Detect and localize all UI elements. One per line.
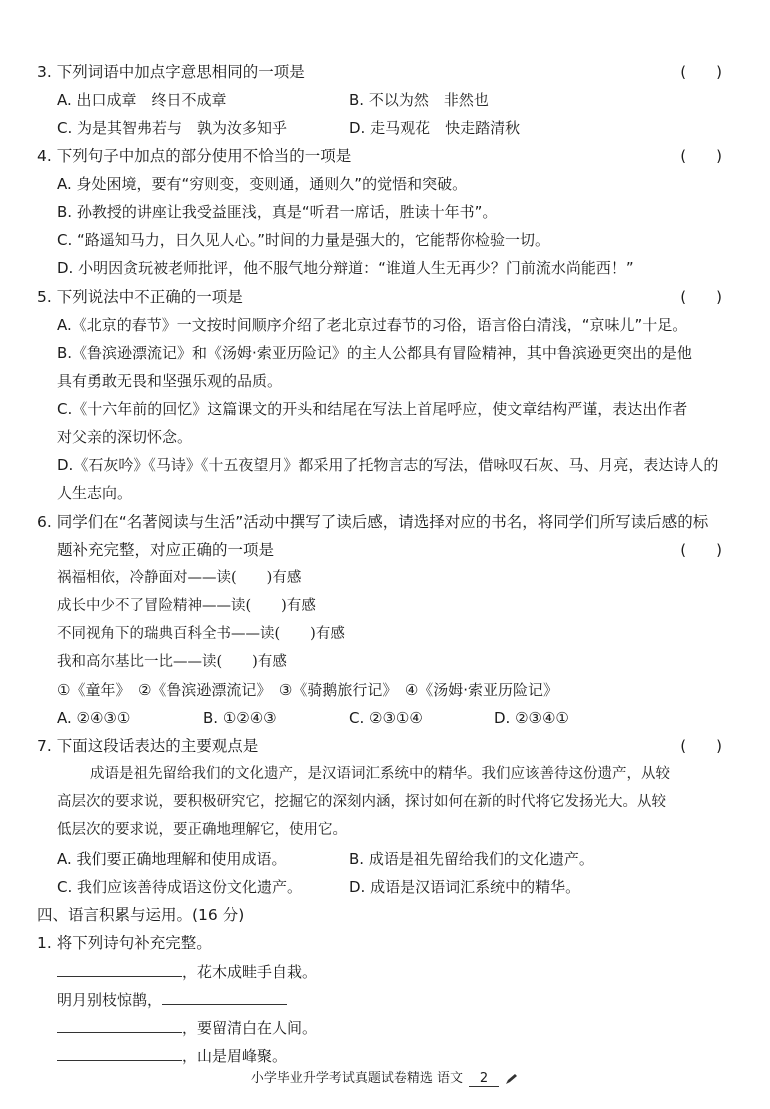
page-footer <box>0 1067 770 1087</box>
poem-line-3-text: ，要留清白在人间。 <box>182 1019 318 1037</box>
q5-option-d-line1: D.《石灰吟》《马诗》《十五夜望月》都采用了托物言志的写法，借咏叹石灰、马、月亮，表达诗人的 <box>57 456 719 474</box>
q6-title-4-suffix: )有感 <box>252 654 287 670</box>
q7-option-b: B. 成语是祖先留给我们的文化遗产。 <box>349 850 594 868</box>
q3-stem: 3. 下列词语中加点字意思相同的一项是 <box>37 63 305 81</box>
q5-stem: 5. 下列说法中不正确的一项是 <box>37 288 243 306</box>
q6-title-3-suffix: )有感 <box>310 626 345 642</box>
q3-option-a: A. 出口成章 终日不成章 <box>57 91 227 109</box>
q6-title-1-suffix: )有感 <box>266 570 302 586</box>
q7-passage-line2: 高层次的要求说，要积极研究它，挖掘它的深刻内涵，探讨如何在新的时代将它发扬光大。从较 <box>57 794 666 810</box>
q3-option-d: D. 走马观花 快走踏清秋 <box>349 119 521 137</box>
q4-answer-paren[interactable]: ( ) <box>680 147 722 165</box>
q6-answer-paren[interactable]: ( ) <box>680 541 722 559</box>
q6-title-2-text: 成长中少不了冒险精神——读( <box>57 598 252 614</box>
q7-answer-paren[interactable]: ( ) <box>680 737 722 755</box>
q4-option-d: D. 小明因贪玩被老师批评，他不服气地分辩道：“谁道人生无再少？门前流水尚能西！” <box>57 259 634 277</box>
q4-option-c: C. “路遥知马力，日久见人心。”时间的力量是强大的，它能帮你检验一切。 <box>57 231 551 249</box>
poem-line-4 <box>57 1045 287 1066</box>
q6-title-4-text: 我和高尔基比一比——读( <box>57 654 223 670</box>
poem-blank-1[interactable] <box>57 961 182 977</box>
q5-answer-paren[interactable]: ( ) <box>680 288 722 306</box>
q5-option-c-line1: C.《十六年前的回忆》这篇课文的开头和结尾在写法上首尾呼应，使文章结构严谨，表达出作者 <box>57 400 688 418</box>
q7-option-a: A. 我们要正确地理解和使用成语。 <box>57 850 287 868</box>
q5-option-b-line2: 具有勇敢无畏和坚强乐观的品质。 <box>57 372 283 390</box>
q6-title-1 <box>57 568 301 588</box>
q6-stem-line2: 题补充完整，对应正确的一项是 <box>57 541 275 559</box>
poem-line-2-text: 明月别枝惊鹊， <box>57 991 163 1009</box>
q6-option-d: D. ②③④① <box>494 709 569 727</box>
q6-book-list: ①《童年》 ②《鲁滨逊漂流记》 ③《骑鹅旅行记》 ④《汤姆·索亚历险记》 <box>57 681 559 699</box>
section4-q1-stem: 1. 将下列诗句补充完整。 <box>37 934 212 952</box>
q6-option-a: A. ②④③① <box>57 709 131 727</box>
q5-option-b-line1: B.《鲁滨逊漂流记》和《汤姆·索亚历险记》的主人公都具有冒险精神，其中鲁滨逊更突出的是他 <box>57 344 692 362</box>
q7-option-c: C. 我们应该善待成语这份文化遗产。 <box>57 878 303 896</box>
footer-book-title: 小学毕业升学考试真题试卷精选 语文 <box>250 1071 463 1086</box>
q4-stem: 4. 下列句子中加点的部分使用不恰当的一项是 <box>37 147 352 165</box>
poem-blank-4[interactable] <box>57 1045 182 1061</box>
q6-stem-line1: 6. 同学们在“名著阅读与生活”活动中撰写了读后感，请选择对应的书名，将同学们所写读后感的标 <box>37 513 709 531</box>
q3-option-c: C. 为是其智弗若与 孰为汝多知乎 <box>57 119 288 137</box>
poem-line-3 <box>57 1017 317 1038</box>
poem-line-4-text: ，山是眉峰聚。 <box>182 1047 288 1065</box>
q4-option-a: A. 身处困境，要有“穷则变，变则通，通则久”的觉悟和突破。 <box>57 175 468 193</box>
poem-line-2 <box>57 989 287 1010</box>
q6-title-1-text: 祸福相依，冷静面对——读( <box>57 570 237 586</box>
q6-title-4 <box>57 652 287 672</box>
q3-option-b: B. 不以为然 非然也 <box>349 91 489 109</box>
q5-option-c-line2: 对父亲的深切怀念。 <box>57 428 193 446</box>
q5-option-a: A.《北京的春节》一文按时间顺序介绍了老北京过春节的习俗，语言俗白清浅，“京味儿”十足。 <box>57 316 688 334</box>
poem-blank-3[interactable] <box>57 1017 182 1033</box>
section4-title: 四、语言积累与运用。(16 分) <box>37 906 245 924</box>
q6-option-c: C. ②③①④ <box>349 709 423 727</box>
poem-blank-2[interactable] <box>162 989 287 1005</box>
pencil-icon <box>505 1073 519 1085</box>
q4-option-b: B. 孙教授的讲座让我受益匪浅，真是“听君一席话，胜读十年书”。 <box>57 203 498 221</box>
poem-line-1 <box>57 961 317 982</box>
q7-passage-line1: 成语是祖先留给我们的文化遗产，是汉语词汇系统中的精华。我们应该善待这份遗产，从较 <box>90 766 670 782</box>
q6-title-2 <box>57 596 316 616</box>
poem-line-1-text: ，花木成畦手自栽。 <box>182 963 318 981</box>
q7-passage-line3: 低层次的要求说，要正确地理解它，使用它。 <box>57 822 347 838</box>
q6-title-3 <box>57 624 345 644</box>
q7-option-d: D. 成语是汉语词汇系统中的精华。 <box>349 878 581 896</box>
page-number: 2 <box>469 1071 499 1087</box>
q3-answer-paren[interactable]: ( ) <box>680 63 722 81</box>
q5-option-d-line2: 人生志向。 <box>57 484 133 502</box>
q6-title-2-suffix: )有感 <box>281 598 316 614</box>
q7-stem: 7. 下面这段话表达的主要观点是 <box>37 737 259 755</box>
q6-option-b: B. ①②④③ <box>203 709 277 727</box>
q6-title-3-text: 不同视角下的瑞典百科全书——读( <box>57 626 281 642</box>
